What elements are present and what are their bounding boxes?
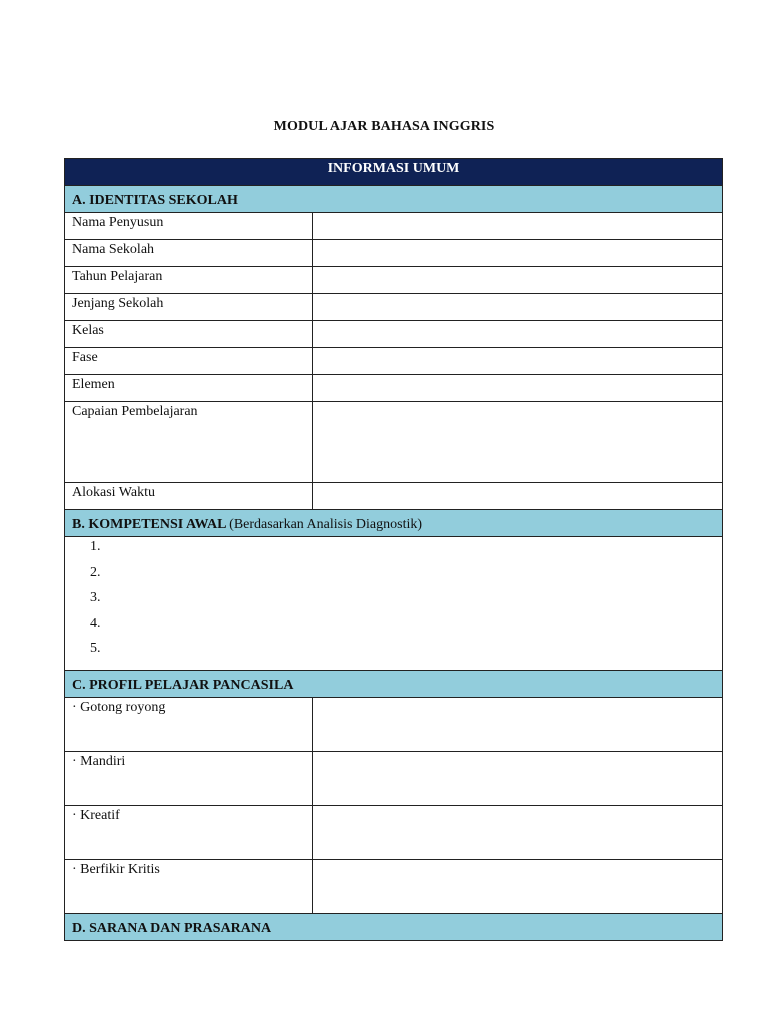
list-item: 1. xyxy=(90,539,101,554)
section-d-row xyxy=(65,914,723,941)
field-label-jenjang-sekolah: Jenjang Sekolah xyxy=(65,294,313,321)
field-value-nama-penyusun[interactable] xyxy=(313,213,723,240)
section-b-note: (Berdasarkan Analisis Diagnostik) xyxy=(229,517,423,532)
list-item: 3. xyxy=(90,590,101,605)
profil-label-berfikir-kritis: · Berfikir Kritis xyxy=(65,860,313,914)
profil-row-gotong-royong xyxy=(65,698,723,752)
module-form-table xyxy=(64,158,723,941)
profil-value-mandiri[interactable] xyxy=(313,752,723,806)
field-value-fase[interactable] xyxy=(313,348,723,375)
profil-row-kreatif xyxy=(65,806,723,860)
kompetensi-list xyxy=(72,538,715,666)
table-header-row xyxy=(65,159,723,186)
profil-label-mandiri: · Mandiri xyxy=(65,752,313,806)
field-value-alokasi-waktu[interactable] xyxy=(313,483,723,510)
profil-row-mandiri xyxy=(65,752,723,806)
field-label-nama-penyusun: Nama Penyusun xyxy=(65,213,313,240)
field-value-kelas[interactable] xyxy=(313,321,723,348)
field-label-kelas: Kelas xyxy=(65,321,313,348)
field-row-alokasi-waktu xyxy=(65,483,723,510)
field-label-fase: Fase xyxy=(65,348,313,375)
field-label-tahun-pelajaran: Tahun Pelajaran xyxy=(65,267,313,294)
profil-value-kreatif[interactable] xyxy=(313,806,723,860)
field-row-nama-sekolah xyxy=(65,240,723,267)
field-row-capaian-pembelajaran xyxy=(65,402,723,483)
field-row-fase xyxy=(65,348,723,375)
list-item: 4. xyxy=(90,615,101,631)
section-c-title: C. PROFIL PELAJAR PANCASILA xyxy=(65,671,723,698)
section-a-row xyxy=(65,186,723,213)
table-header: INFORMASI UMUM xyxy=(65,159,723,186)
field-label-capaian-pembelajaran: Capaian Pembelajaran xyxy=(65,402,313,483)
section-b-row xyxy=(65,510,723,537)
field-row-kelas xyxy=(65,321,723,348)
profil-row-berfikir-kritis xyxy=(65,860,723,914)
profil-value-berfikir-kritis[interactable] xyxy=(313,860,723,914)
section-b-header xyxy=(65,510,723,537)
field-value-tahun-pelajaran[interactable] xyxy=(313,267,723,294)
field-row-jenjang-sekolah xyxy=(65,294,723,321)
section-b-list-row xyxy=(65,537,723,671)
section-a-title: A. IDENTITAS SEKOLAH xyxy=(65,186,723,213)
profil-value-gotong-royong[interactable] xyxy=(313,698,723,752)
section-b-list-cell[interactable] xyxy=(65,537,723,671)
field-value-capaian-pembelajaran[interactable] xyxy=(313,402,723,483)
list-item: 2. xyxy=(90,564,101,580)
field-row-nama-penyusun xyxy=(65,213,723,240)
field-label-alokasi-waktu: Alokasi Waktu xyxy=(65,483,313,510)
field-label-elemen: Elemen xyxy=(65,375,313,402)
field-value-jenjang-sekolah[interactable] xyxy=(313,294,723,321)
list-item: 5. xyxy=(90,641,101,656)
field-value-elemen[interactable] xyxy=(313,375,723,402)
field-label-nama-sekolah: Nama Sekolah xyxy=(65,240,313,267)
profil-label-gotong-royong: · Gotong royong xyxy=(65,698,313,752)
field-value-nama-sekolah[interactable] xyxy=(313,240,723,267)
section-b-title: B. KOMPETENSI AWAL xyxy=(72,517,226,532)
section-c-row xyxy=(65,671,723,698)
field-row-tahun-pelajaran xyxy=(65,267,723,294)
document-title: MODUL AJAR BAHASA INGGRIS xyxy=(273,119,495,134)
profil-label-kreatif: · Kreatif xyxy=(65,806,313,860)
section-d-title: D. SARANA DAN PRASARANA xyxy=(65,914,723,941)
field-row-elemen xyxy=(65,375,723,402)
